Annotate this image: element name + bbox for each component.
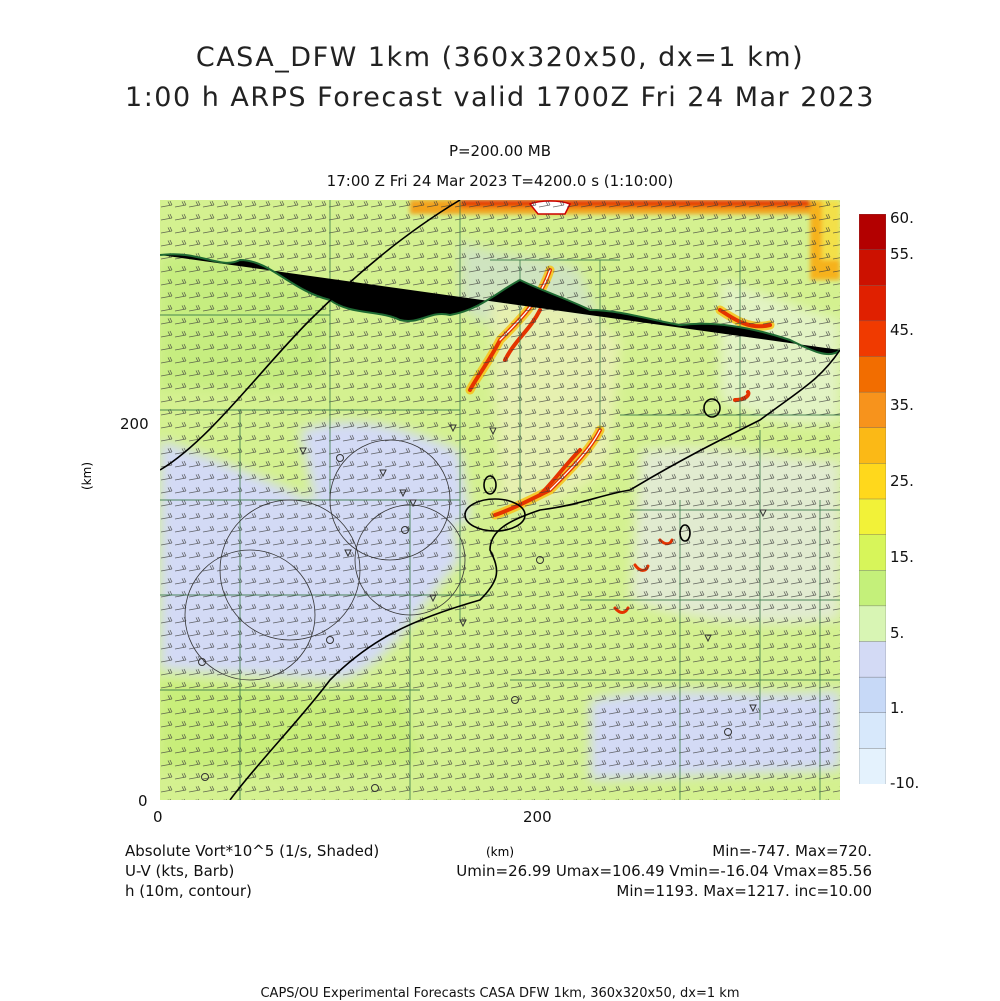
x-axis-label: (km) <box>486 845 515 859</box>
colorbar-swatch <box>859 748 886 784</box>
colorbar-label-neg10: -10. <box>890 774 920 792</box>
colorbar-swatch <box>859 713 886 749</box>
valid-time: 17:00 Z Fri 24 Mar 2023 T=4200.0 s (1:10:00) <box>326 172 674 190</box>
title-line-1: CASA_DFW 1km (360x320x50, dx=1 km) <box>195 42 805 73</box>
x-tick-200: 200 <box>523 808 552 826</box>
legend-contour-field: h (10m, contour) <box>125 882 252 900</box>
y-axis-label: (km) <box>80 461 94 490</box>
y-tick-200: 200 <box>120 415 149 433</box>
colorbar-swatch <box>859 357 886 393</box>
legend-barb-field: U-V (kts, Barb) <box>125 862 235 880</box>
colorbar-swatch <box>859 428 886 464</box>
colorbar-label-35: 35. <box>890 396 914 414</box>
title-line-2: 1:00 h ARPS Forecast valid 1700Z Fri 24 Mar 2023 <box>125 82 875 113</box>
colorbar-swatch <box>859 570 886 606</box>
legend-wind-range: Umin=26.99 Umax=106.49 Vmin=-16.04 Vmax=85.56 <box>456 862 872 880</box>
colorbar-swatch <box>859 214 886 250</box>
colorbar-swatch <box>859 642 886 678</box>
colorbar-swatch <box>859 392 886 428</box>
colorbar-swatch <box>859 250 886 286</box>
x-tick-0: 0 <box>153 808 163 826</box>
legend-shaded-field: Absolute Vort*10^5 (1/s, Shaded) <box>125 842 380 860</box>
colorbar-label-45: 45. <box>890 321 914 339</box>
colorbar-swatch <box>859 499 886 535</box>
colorbar-label-25: 25. <box>890 472 914 490</box>
colorbar-label-5: 5. <box>890 624 905 642</box>
footer-credit: CAPS/OU Experimental Forecasts CASA DFW 1km, 360x320x50, dx=1 km <box>260 986 740 1001</box>
pressure-level: P=200.00 MB <box>448 142 552 160</box>
colorbar-swatch <box>859 285 886 321</box>
colorbar-swatch <box>859 535 886 571</box>
colorbar-swatch <box>859 463 886 499</box>
legend-vort-range: Min=-747. Max=720. <box>712 842 872 860</box>
forecast-map <box>160 200 840 800</box>
colorbar-swatch <box>859 321 886 357</box>
colorbar <box>859 214 886 784</box>
colorbar-label-60: 60. <box>890 209 914 227</box>
colorbar-label-1: 1. <box>890 699 905 717</box>
colorbar-swatch <box>859 606 886 642</box>
colorbar-label-15: 15. <box>890 548 914 566</box>
colorbar-label-55: 55. <box>890 245 914 263</box>
legend-height-range: Min=1193. Max=1217. inc=10.00 <box>616 882 872 900</box>
y-tick-0: 0 <box>138 792 148 810</box>
map-graphic <box>160 200 840 800</box>
colorbar-swatch <box>859 677 886 713</box>
